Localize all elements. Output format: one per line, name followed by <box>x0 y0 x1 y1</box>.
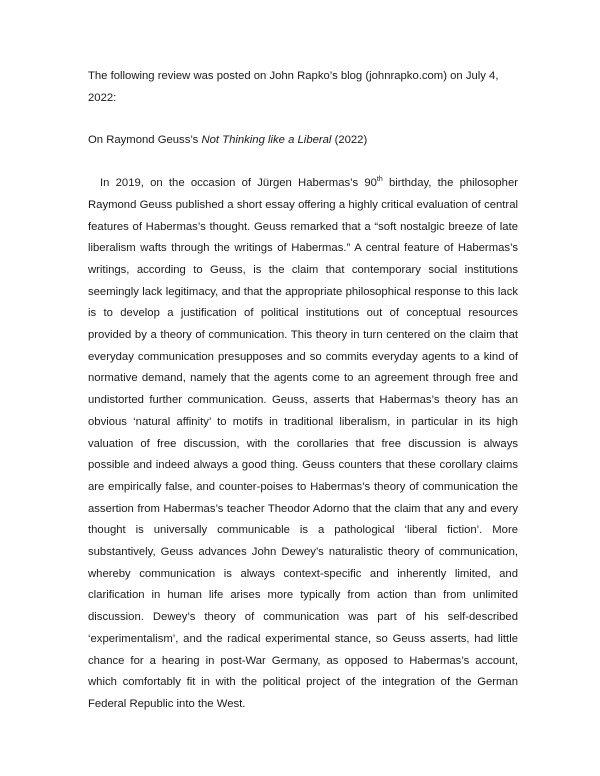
document-page <box>88 66 518 716</box>
review-body-paragraph <box>88 173 518 716</box>
book-title: Not Thinking like a Liberal <box>201 134 332 147</box>
body-start: In 2019, on the occasion of Jürgen Habermas’s 90 <box>100 177 377 190</box>
review-title-prefix: On Raymond Geuss’s <box>88 134 202 147</box>
review-title-suffix: (2022) <box>331 134 368 147</box>
review-title <box>88 130 518 152</box>
intro-paragraph: The following review was posted on John Rapko’s blog (johnrapko.com) on July 4, 2022: <box>88 70 499 104</box>
body-rest: birthday, the philosopher Raymond Geuss published a short essay offering a highly critical evaluation of central features of Habermas’s thought. Geuss remarked that a “soft nostalgic breeze of late liberalism wafts through the writings of Habermas.” A central feature of Habermas’s writings, according to Geuss, is the claim that contemporary social institutions seemingly lack legitimacy, and that the appropriate philosophical response to this lack is to develop a justification of political institutions out of conceptual resources provided by a theory of communication. This theory in turn centered on the claim that everyday communication presupposes and so commits everyday agents to a kind of normative demand, namely that the agents come to an agreement through free and undistorted further communication. Geuss, asserts that Habermas’s theory has an obvious ‘natural affinity’ to motifs in traditional liberalism, in particular in its high valuation of free discussion, with the corollaries that free discussion is always possible and indeed always a good thing. Geuss counters that these corollary claims are empirically false, and counter-poises to Habermas’s theory of communication the assertion from Habermas’s teacher Theodor Adorno that the claim that any and every thought is universally communicable is a pathological ‘liberal fiction’. More substantively, Geuss advances John Dewey’s naturalistic theory of communication, whereby communication is always context-specific and inherently limited, and clarification in human life arises more typically from action than from unlimited discussion. Dewey’s theory of communication was part of his self-described ‘experimentalism’, and the radical experimental stance, so Geuss asserts, had little chance for a hearing in post-War Germany, as opposed to Habermas’s account, which comfortably fit in with the political project of the integration of the German Federal Republic into the West. <box>88 177 518 710</box>
ordinal-superscript: th <box>376 176 383 184</box>
